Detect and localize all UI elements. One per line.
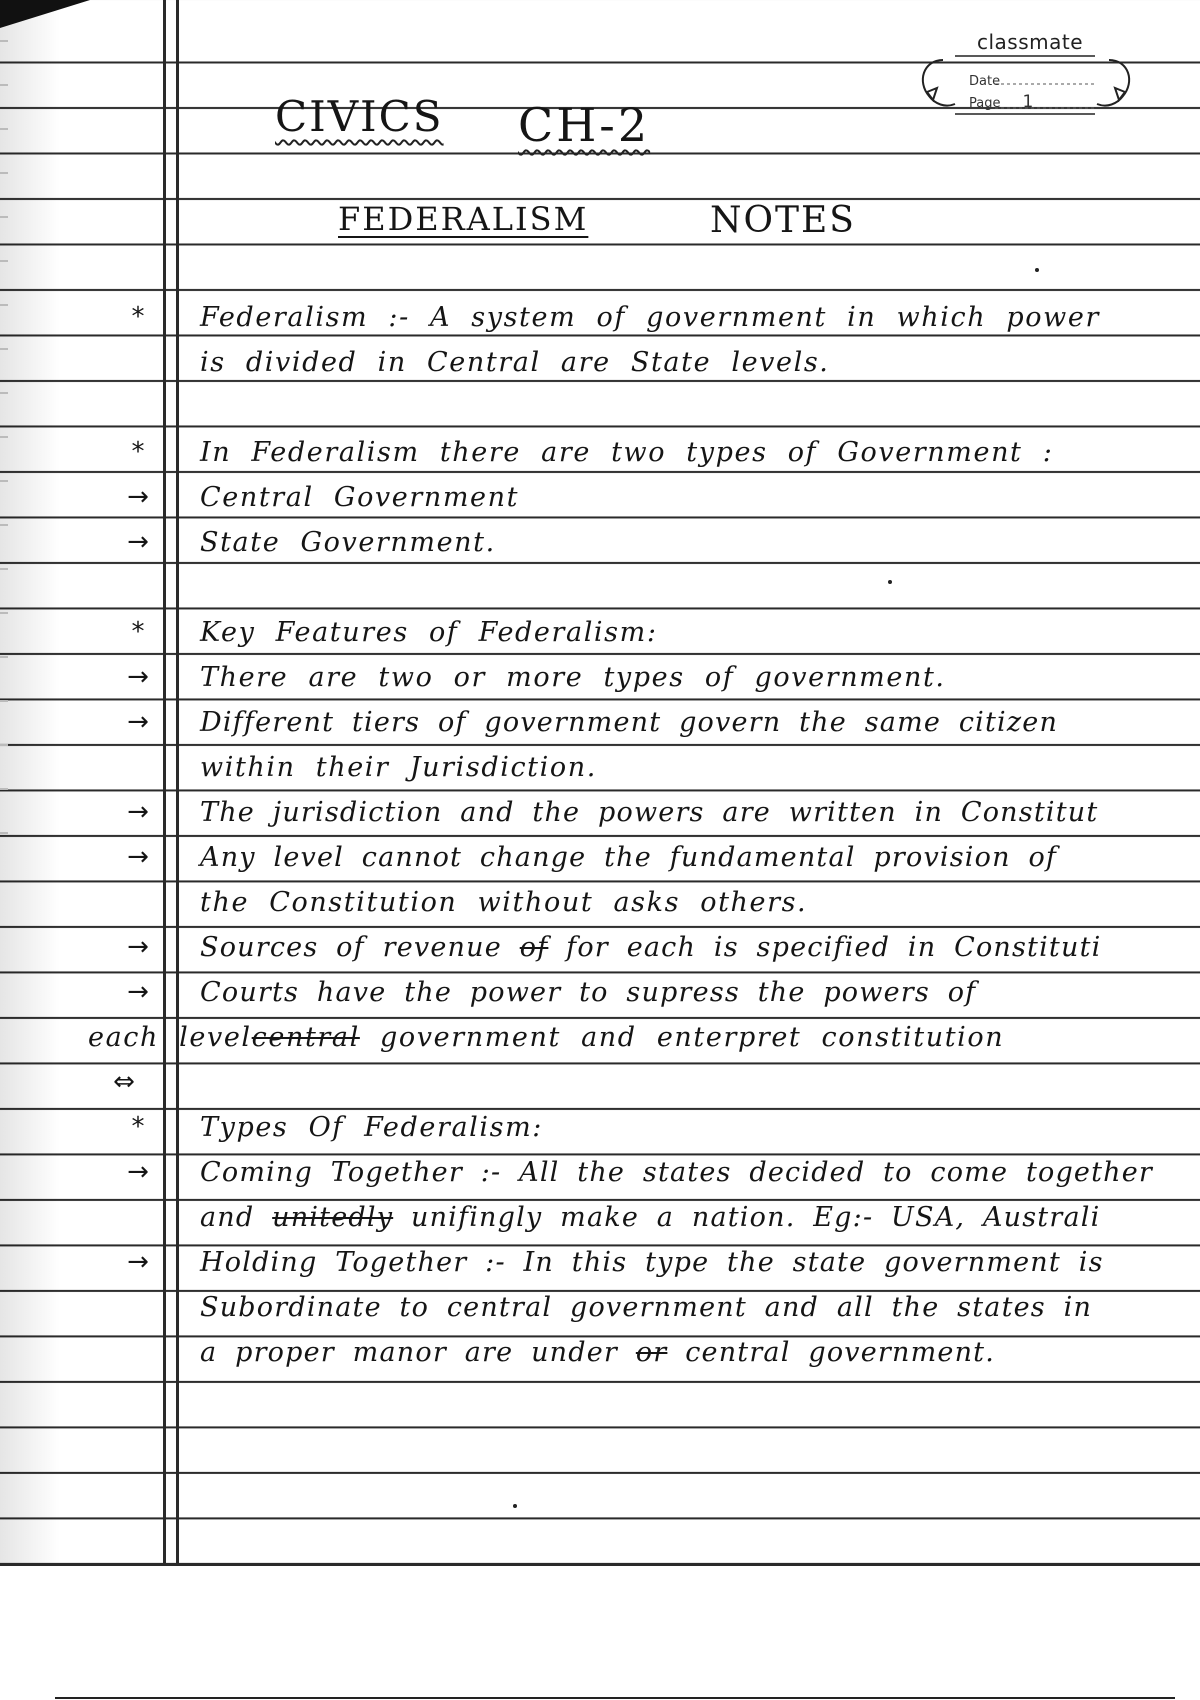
list-item xyxy=(0,1243,1200,1289)
arrow-marker: → xyxy=(127,662,149,692)
list-item-continued xyxy=(0,748,1200,794)
arrow-marker: → xyxy=(127,482,149,512)
types-of-federalism-heading xyxy=(0,1108,1200,1154)
subject-title: CIVICS xyxy=(275,92,444,141)
chapter-title: CH-2 xyxy=(518,98,651,152)
list-item xyxy=(0,1153,1200,1199)
types-of-government-heading xyxy=(0,433,1200,479)
feature-two-governments: There are two or more types of government. xyxy=(200,662,946,693)
text-segment: central government. xyxy=(685,1337,996,1368)
text-segment: government and enterpret constitution xyxy=(380,1022,1005,1053)
struck-word: of xyxy=(519,932,549,963)
arrow-marker: → xyxy=(127,797,149,827)
text-segment: Sources of revenue xyxy=(200,932,502,963)
feature-fundamental-provision-continued: the Constitution without asks others. xyxy=(200,887,808,918)
list-item-continued xyxy=(0,1333,1200,1379)
notes-title: NOTES xyxy=(710,200,856,241)
bullet-star-marker: * xyxy=(131,1112,145,1142)
coming-together-text: Coming Together :- All the states decided to come together xyxy=(200,1157,1154,1188)
list-item-continued xyxy=(0,1288,1200,1334)
page-field xyxy=(969,92,1033,112)
arrow-marker: → xyxy=(127,707,149,737)
types-of-government-text: In Federalism there are two types of Government : xyxy=(200,437,1054,468)
brand-name: classmate xyxy=(977,30,1084,54)
page-bottom-edge xyxy=(0,1563,1200,1566)
arrow-marker: → xyxy=(127,527,149,557)
feature-jurisdiction-text: The jurisdiction and the powers are written in Constitut xyxy=(200,797,1099,828)
page-label: Page xyxy=(969,96,1001,111)
list-item xyxy=(0,793,1200,839)
page-corner xyxy=(0,0,90,28)
ink-dot xyxy=(1035,268,1039,272)
list-item-continued xyxy=(0,1018,1200,1064)
feature-tiers-text: Different tiers of government govern the same citizen xyxy=(200,707,1059,738)
struck-word: or xyxy=(635,1337,668,1368)
arrow-marker: → xyxy=(127,842,149,872)
feature-courts-text-continued xyxy=(88,1018,1004,1058)
date-label: Date xyxy=(969,74,1001,89)
list-item-continued xyxy=(0,1198,1200,1244)
ink-dot xyxy=(513,1504,517,1508)
struck-word: central xyxy=(251,1022,360,1053)
state-government-item: State Government. xyxy=(200,527,496,558)
text-segment: and xyxy=(200,1202,255,1233)
coming-together-text-continued xyxy=(200,1198,1100,1238)
bullet-star-marker: * xyxy=(131,437,145,467)
arrow-marker: → xyxy=(127,932,149,962)
text-segment: each level xyxy=(88,1022,252,1053)
list-item xyxy=(0,703,1200,749)
list-item xyxy=(0,928,1200,974)
struck-word: unitedly xyxy=(272,1202,394,1233)
definition-line-2 xyxy=(0,343,1200,389)
bullet-star-marker: * xyxy=(131,302,145,332)
text-segment: a proper manor are under xyxy=(200,1337,619,1368)
feature-fundamental-provision-text: Any level cannot change the fundamental provision of xyxy=(200,842,1058,873)
list-item xyxy=(0,838,1200,884)
list-item xyxy=(0,523,1200,569)
holding-together-text-continued: Subordinate to central government and all the states in xyxy=(200,1292,1093,1323)
key-features-text: Key Features of Federalism: xyxy=(200,617,658,648)
definition-text: Federalism :- A system of government in which power xyxy=(200,302,1100,333)
feature-revenue-text xyxy=(200,928,1101,968)
bullet-star-marker: * xyxy=(131,617,145,647)
types-of-federalism-text: Types Of Federalism: xyxy=(200,1112,544,1143)
bottom-rule xyxy=(55,1697,1175,1699)
section-divider xyxy=(0,1063,1200,1109)
list-item-continued xyxy=(0,883,1200,929)
key-features-heading xyxy=(0,613,1200,659)
date-field xyxy=(969,70,1022,90)
arrow-marker: → xyxy=(127,977,149,1007)
list-item xyxy=(0,478,1200,524)
definition-line-1 xyxy=(0,298,1200,344)
notebook-brand-box xyxy=(905,30,1150,120)
holding-together-text: Holding Together :- In this type the state government is xyxy=(200,1247,1104,1278)
page-number: 1 xyxy=(1022,92,1034,112)
central-government-item: Central Government xyxy=(200,482,520,513)
list-item xyxy=(0,658,1200,704)
list-item xyxy=(0,973,1200,1019)
definition-text-continued: is divided in Central are State levels. xyxy=(200,347,830,378)
text-segment: for each is specified in Constituti xyxy=(566,932,1102,963)
ink-dot xyxy=(888,580,892,584)
arrow-marker: → xyxy=(127,1247,149,1277)
arrow-marker: → xyxy=(127,1157,149,1187)
feature-tiers-text-continued: within their Jurisdiction. xyxy=(200,752,597,783)
topic-title: FEDERALISM xyxy=(338,200,589,238)
holding-together-text-end xyxy=(200,1333,995,1373)
feature-courts-text: Courts have the power to supress the powers of xyxy=(200,977,977,1008)
text-segment: unifingly make a nation. Eg:- USA, Australi xyxy=(410,1202,1101,1233)
double-arrow-marker: ⇔ xyxy=(113,1067,135,1097)
